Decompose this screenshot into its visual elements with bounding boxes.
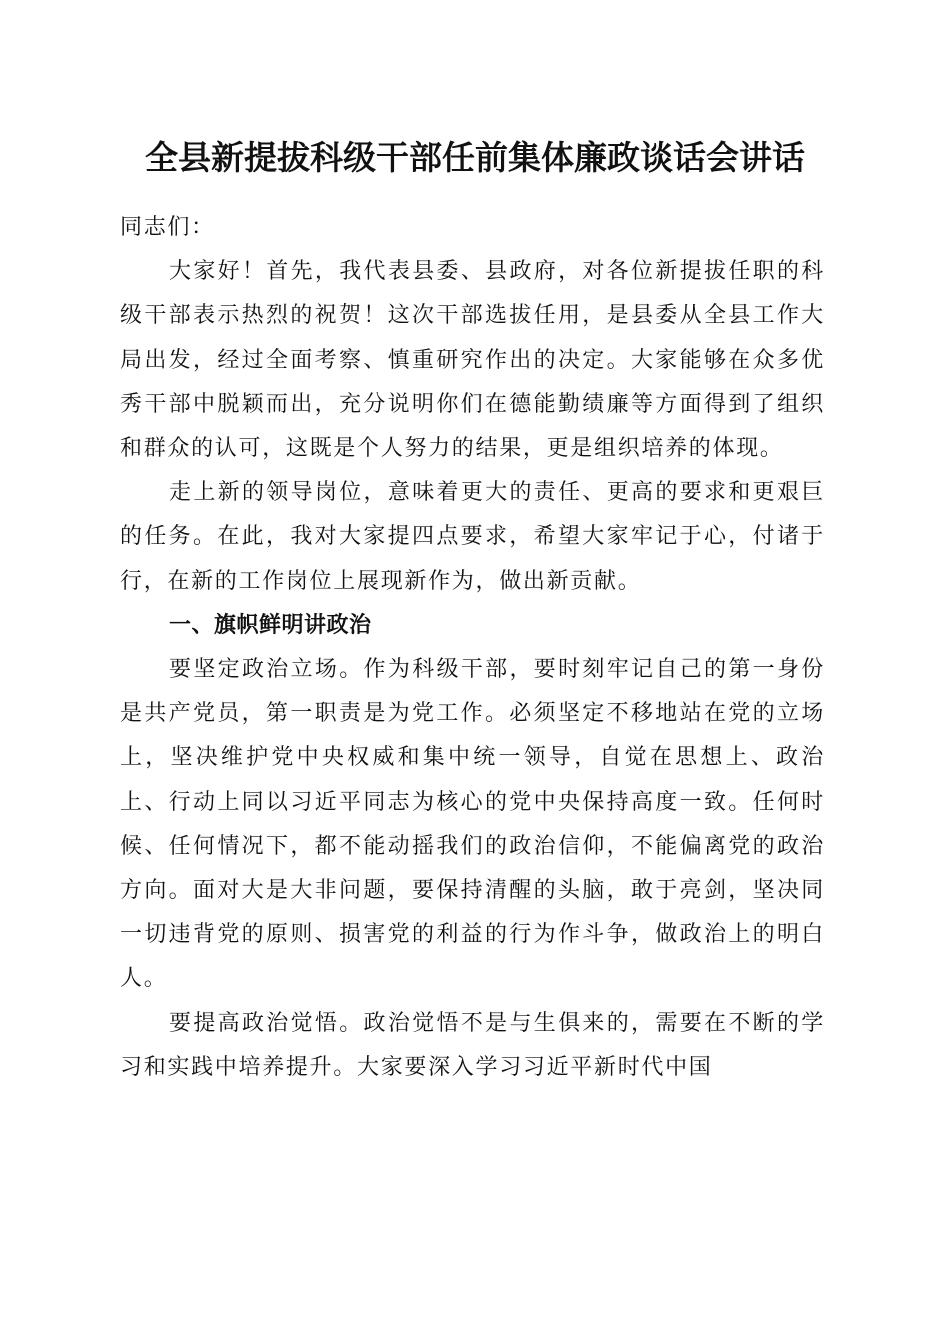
document-body [120,206,825,1090]
paragraph-greeting: 大家好！首先，我代表县委、县政府，对各位新提拔任职的科级干部表示热烈的祝贺！这次干部选拔任用，是县委从全县工作大局出发，经过全面考察、慎重研究作出的决定。大家能够在众多优秀干部中脱颖而出，充分说明你们在德能勤绩廉等方面得到了组织和群众的认可，这既是个人努力的结果，更是组织培养的体现。 [120,259,825,462]
section-heading-1: 一、旗帜鲜明讲政治 [169,612,372,638]
paragraph-political-stance: 要坚定政治立场。作为科级干部，要时刻牢记自己的第一身份是共产党员，第一职责是为党工作。必须坚定不移地站在党的立场上，坚决维护党中央权威和集中统一领导，自觉在思想上、政治上、行动上同以习近平同志为核心的党中央保持高度一致。任何时候、任何情况下，都不能动摇我们的政治信仰，不能偏离党的政治方向。面对大是大非问题，要保持清醒的头脑，敢于亮剑，坚决同一切违背党的原则、损害党的利益的行为作斗争，做政治上的明白人。 [120,657,825,992]
paragraph-political-awareness: 要提高政治觉悟。政治觉悟不是与生俱来的，需要在不断的学习和实践中培养提升。大家要深入学习习近平新时代中国 [120,1010,825,1080]
document-title: 全县新提拔科级干部任前集体廉政谈话会讲话 [145,138,805,177]
paragraph-requirements-intro: 走上新的领导岗位，意味着更大的责任、更高的要求和更艰巨的任务。在此，我对大家提四点要求，希望大家牢记于心，付诸于行，在新的工作岗位上展现新作为，做出新贡献。 [120,480,825,594]
salutation: 同志们： [120,215,215,240]
